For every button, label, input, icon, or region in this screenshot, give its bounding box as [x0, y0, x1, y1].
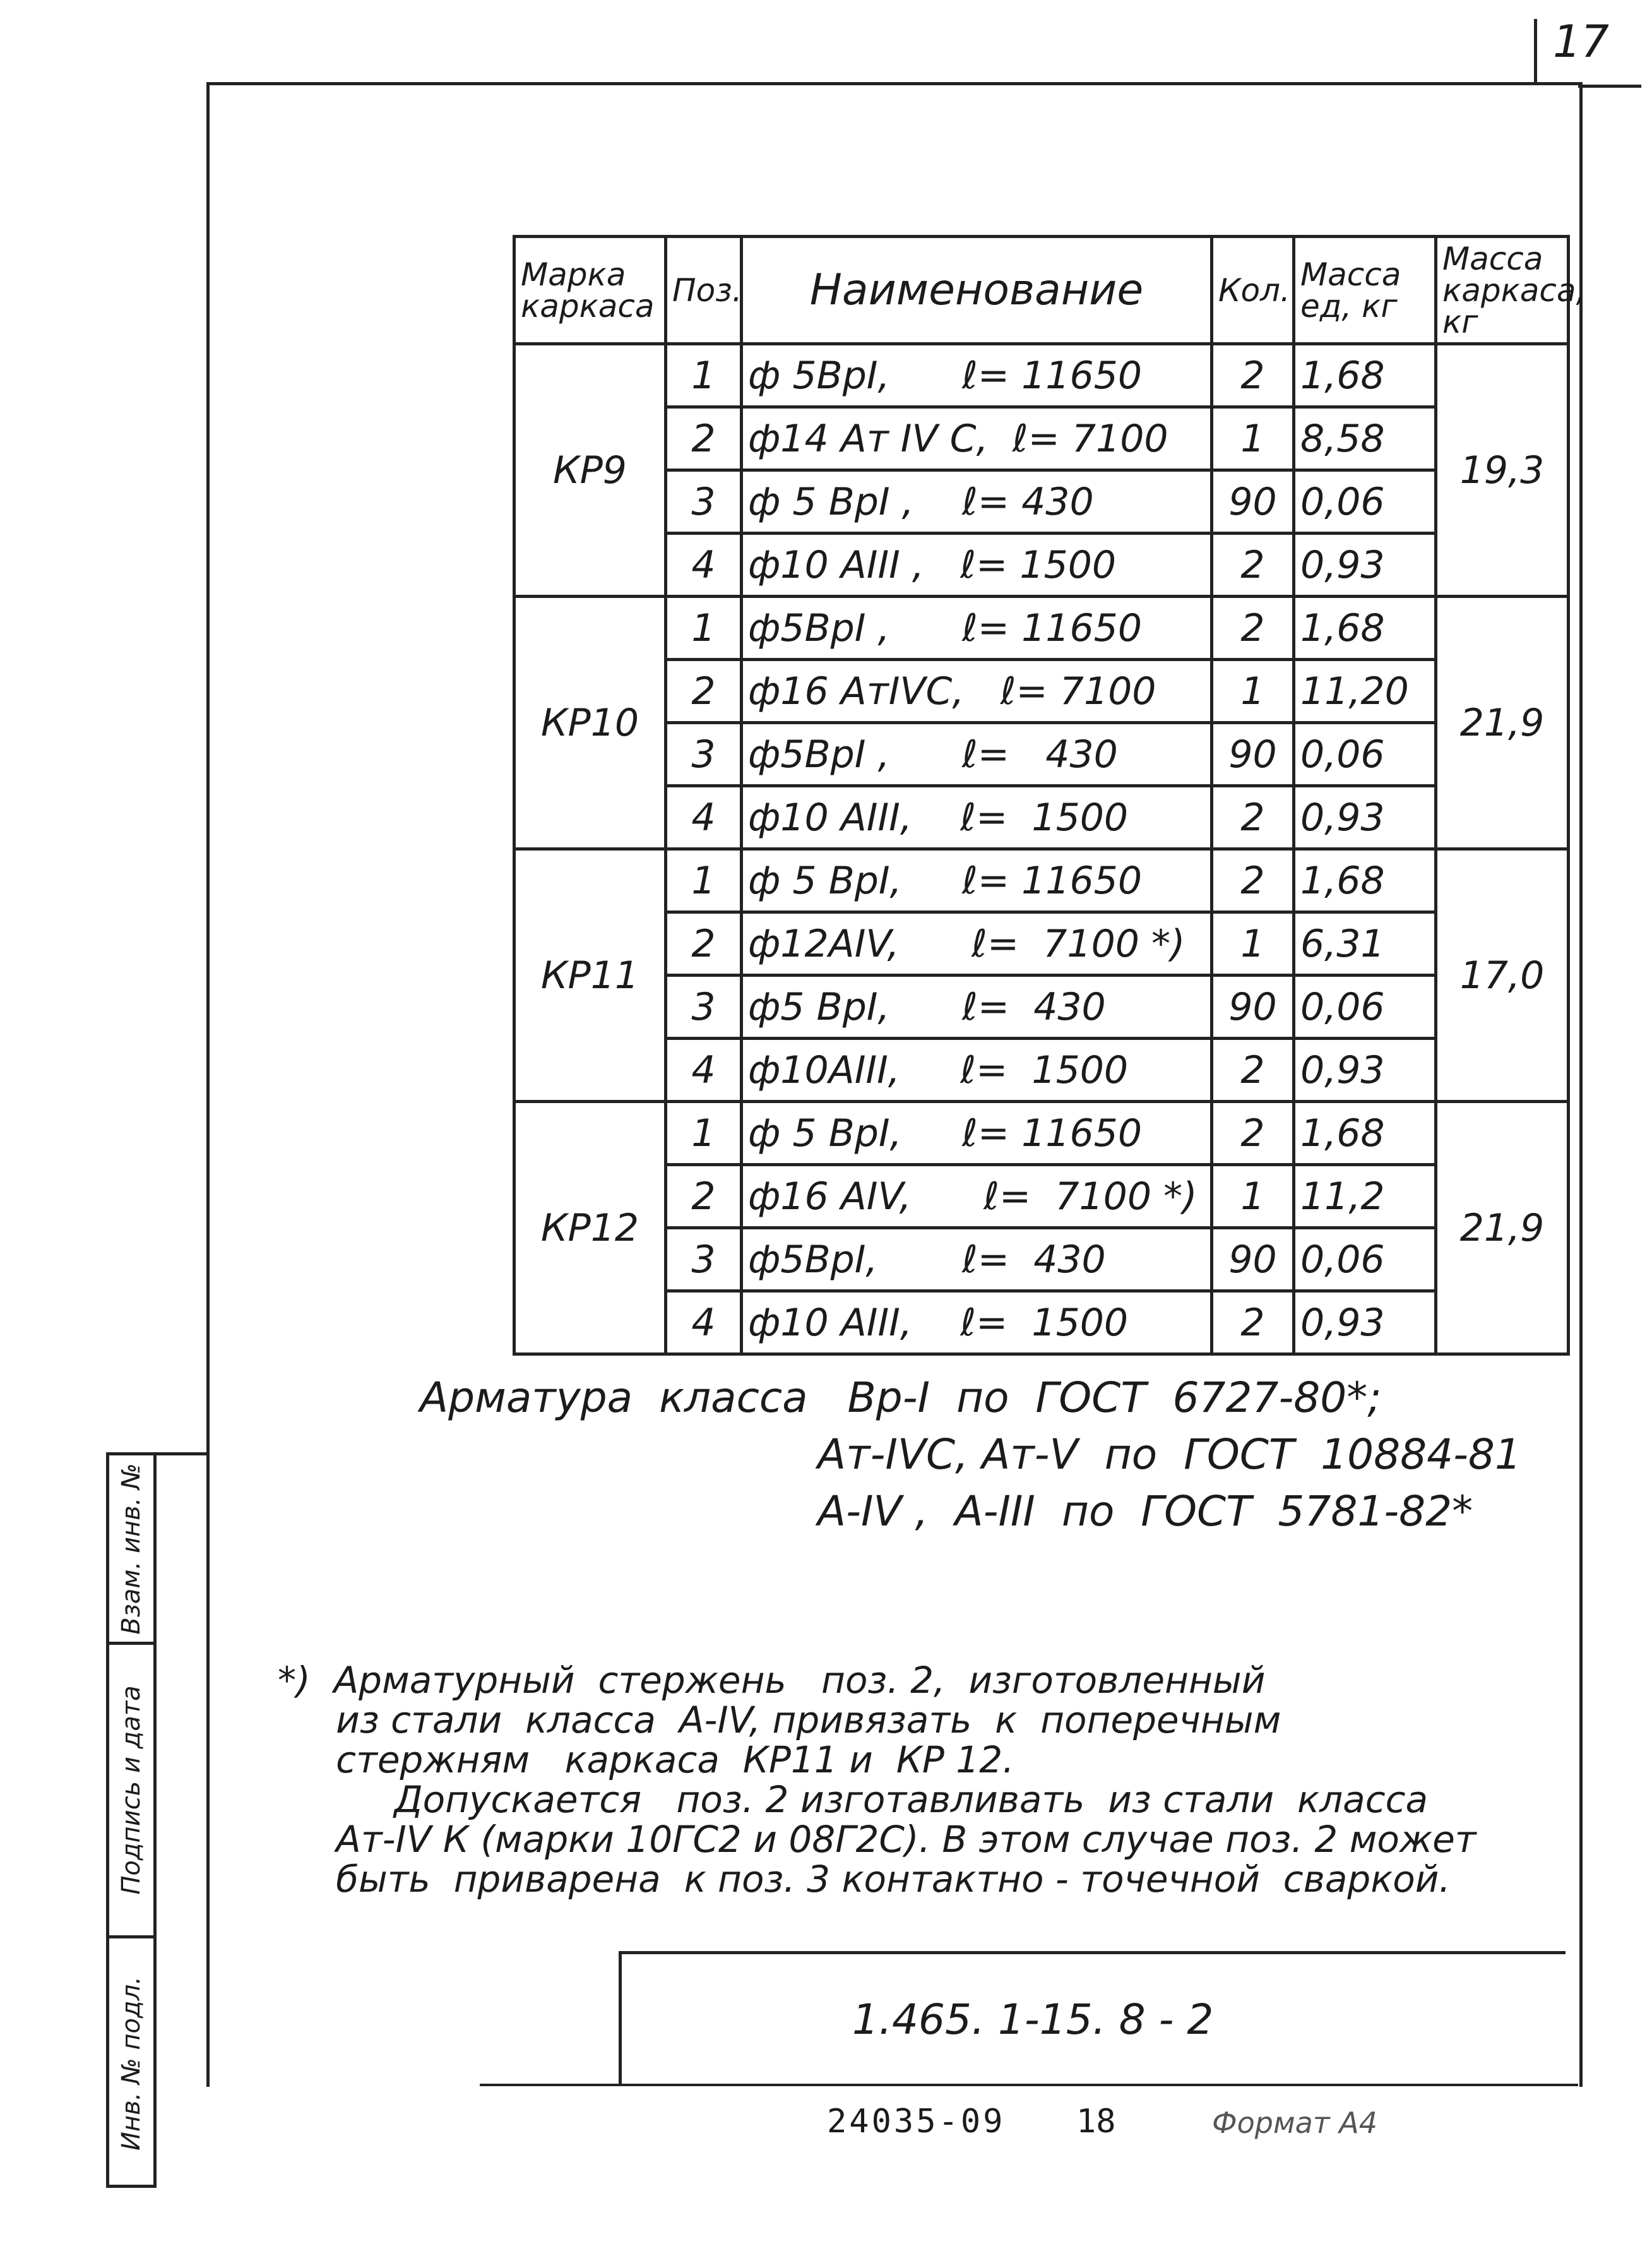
side-label: Инв. № подл. — [117, 1976, 146, 2151]
table-header-row — [514, 237, 1569, 344]
position-cell: 1 — [666, 849, 742, 912]
table-row — [514, 912, 1569, 976]
name-cell: ф10 АIII, ℓ= 1500 — [742, 1291, 1212, 1354]
table-row — [514, 1165, 1569, 1228]
header-frame-mass: Масса каркаса, кг — [1436, 237, 1569, 344]
table-row — [514, 344, 1569, 407]
table-row — [514, 1039, 1569, 1102]
frame-mass-cell: 21,9 — [1436, 597, 1569, 849]
frame-mark-cell: КР12 — [514, 1102, 666, 1354]
position-cell: 4 — [666, 786, 742, 849]
footnote — [278, 1661, 1528, 1899]
unit-mass-cell: 0,93 — [1294, 786, 1436, 849]
table-row — [514, 660, 1569, 723]
header-quantity: Кол. — [1212, 237, 1294, 344]
unit-mass-cell: 0,06 — [1294, 976, 1436, 1039]
header-frame-mark: Марка каркаса — [514, 237, 666, 344]
name-cell: ф5ВрI , ℓ= 430 — [742, 723, 1212, 786]
frame-mark-cell: КР10 — [514, 597, 666, 849]
frame-top-right-line — [1578, 85, 1641, 88]
table-row — [514, 1102, 1569, 1165]
quantity-cell: 2 — [1212, 1102, 1294, 1165]
side-cell-signature-date — [109, 1645, 153, 1938]
paper-format: Формат А4 — [1212, 2106, 1377, 2140]
name-cell: ф 5 ВрI, ℓ= 11650 — [742, 849, 1212, 912]
specification-table — [513, 235, 1586, 1356]
table-row — [514, 597, 1569, 660]
table-row — [514, 849, 1569, 912]
quantity-cell: 1 — [1212, 912, 1294, 976]
table-row — [514, 723, 1569, 786]
quantity-cell: 90 — [1212, 976, 1294, 1039]
sheet-count: 18 — [1076, 2103, 1116, 2141]
footnote-line: стержням каркаса КР11 и КР 12. — [278, 1738, 1014, 1781]
reinforcement-note-line-2: Ат-IVС, Ат-V по ГОСТ 10884-81 — [817, 1430, 1521, 1479]
position-cell: 4 — [666, 534, 742, 597]
quantity-cell: 90 — [1212, 470, 1294, 534]
footnote-line: из стали класса А-IV, привязать к поперечным — [278, 1699, 1281, 1741]
frame-mass-cell: 21,9 — [1436, 1102, 1569, 1354]
unit-mass-cell: 1,68 — [1294, 1102, 1436, 1165]
quantity-cell: 2 — [1212, 597, 1294, 660]
footnote-line: *) Арматурный стержень поз. 2, изготовленный — [278, 1659, 1266, 1702]
position-cell: 4 — [666, 1291, 742, 1354]
table-row — [514, 407, 1569, 470]
footnote-line: Допускается поз. 2 изготавливать из стали класса — [278, 1778, 1429, 1821]
side-label: Взам. инв. № — [117, 1462, 146, 1635]
name-cell: ф10 АIII, ℓ= 1500 — [742, 786, 1212, 849]
quantity-cell: 1 — [1212, 1165, 1294, 1228]
quantity-cell: 2 — [1212, 534, 1294, 597]
header-position: Поз. — [666, 237, 742, 344]
reinforcement-note-line-3: А-IV , А-III по ГОСТ 5781-82* — [817, 1487, 1473, 1536]
unit-mass-cell: 0,06 — [1294, 723, 1436, 786]
position-cell: 2 — [666, 660, 742, 723]
unit-mass-cell: 11,2 — [1294, 1165, 1436, 1228]
name-cell: ф16 АIV, ℓ= 7100 *) — [742, 1165, 1212, 1228]
inventory-number: 24035-09 — [827, 2103, 1006, 2141]
unit-mass-cell: 0,93 — [1294, 534, 1436, 597]
frame-mark-cell: КР11 — [514, 849, 666, 1102]
unit-mass-cell: 0,06 — [1294, 470, 1436, 534]
sheet-number-divider — [1534, 19, 1537, 85]
position-cell: 3 — [666, 470, 742, 534]
quantity-cell: 1 — [1212, 407, 1294, 470]
document-code: 1.465. 1-15. 8 - 2 — [852, 1995, 1214, 2044]
name-cell: ф10 АIII , ℓ= 1500 — [742, 534, 1212, 597]
name-cell: ф 5 ВрI , ℓ= 430 — [742, 470, 1212, 534]
quantity-cell: 90 — [1212, 1228, 1294, 1291]
frame-mass-cell: 17,0 — [1436, 849, 1569, 1102]
position-cell: 1 — [666, 344, 742, 407]
position-cell: 1 — [666, 597, 742, 660]
position-cell: 1 — [666, 1102, 742, 1165]
unit-mass-cell: 1,68 — [1294, 849, 1436, 912]
quantity-cell: 2 — [1212, 1039, 1294, 1102]
quantity-cell: 2 — [1212, 1291, 1294, 1354]
unit-mass-cell: 6,31 — [1294, 912, 1436, 976]
table-row — [514, 1291, 1569, 1354]
sheet-number: 17 — [1553, 16, 1610, 68]
side-label: Подпись и дата — [117, 1685, 146, 1895]
unit-mass-cell: 0,93 — [1294, 1291, 1436, 1354]
footnote-line: Ат-IV К (марки 10ГС2 и 08Г2С). В этом случае поз. 2 может — [278, 1818, 1477, 1861]
footnote-line: быть приварена к поз. 3 контактно - точечной сваркой. — [278, 1858, 1451, 1901]
name-cell: ф5ВрI, ℓ= 430 — [742, 1228, 1212, 1291]
quantity-cell: 2 — [1212, 849, 1294, 912]
table-row — [514, 1228, 1569, 1291]
unit-mass-cell: 0,06 — [1294, 1228, 1436, 1291]
name-cell: ф5 ВрI, ℓ= 430 — [742, 976, 1212, 1039]
bottom-rule — [480, 2084, 1578, 2086]
name-cell: ф16 АтIVС, ℓ= 7100 — [742, 660, 1212, 723]
quantity-cell: 90 — [1212, 723, 1294, 786]
position-cell: 2 — [666, 1165, 742, 1228]
quantity-cell: 2 — [1212, 344, 1294, 407]
name-cell: ф 5ВрI, ℓ= 11650 — [742, 344, 1212, 407]
frame-mark-cell: КР9 — [514, 344, 666, 597]
position-cell: 2 — [666, 912, 742, 976]
frame-mass-cell: 19,3 — [1436, 344, 1569, 597]
unit-mass-cell: 8,58 — [1294, 407, 1436, 470]
name-cell: ф10АIII, ℓ= 1500 — [742, 1039, 1212, 1102]
name-cell: ф12АIV, ℓ= 7100 *) — [742, 912, 1212, 976]
name-cell: ф5ВрI , ℓ= 11650 — [742, 597, 1212, 660]
name-cell: ф14 Ат IV С, ℓ= 7100 — [742, 407, 1212, 470]
table-row — [514, 534, 1569, 597]
reinforcement-note-line-1: Арматура класса Вр-I по ГОСТ 6727-80*; — [420, 1373, 1382, 1422]
position-cell: 3 — [666, 1228, 742, 1291]
quantity-cell: 2 — [1212, 786, 1294, 849]
table-row — [514, 470, 1569, 534]
position-cell: 3 — [666, 976, 742, 1039]
position-cell: 3 — [666, 723, 742, 786]
side-stamp-connector — [157, 1452, 207, 1455]
position-cell: 4 — [666, 1039, 742, 1102]
name-cell: ф 5 ВрI, ℓ= 11650 — [742, 1102, 1212, 1165]
quantity-cell: 1 — [1212, 660, 1294, 723]
unit-mass-cell: 1,68 — [1294, 344, 1436, 407]
unit-mass-cell: 0,93 — [1294, 1039, 1436, 1102]
table-row — [514, 786, 1569, 849]
side-cell-replacement-inv — [109, 1455, 153, 1645]
position-cell: 2 — [666, 407, 742, 470]
unit-mass-cell: 11,20 — [1294, 660, 1436, 723]
side-stamp — [106, 1452, 157, 2188]
unit-mass-cell: 1,68 — [1294, 597, 1436, 660]
header-unit-mass: Масса ед, кг — [1294, 237, 1436, 344]
header-name: Наименование — [742, 237, 1212, 344]
side-cell-original-inv — [109, 1938, 153, 2188]
table-row — [514, 976, 1569, 1039]
